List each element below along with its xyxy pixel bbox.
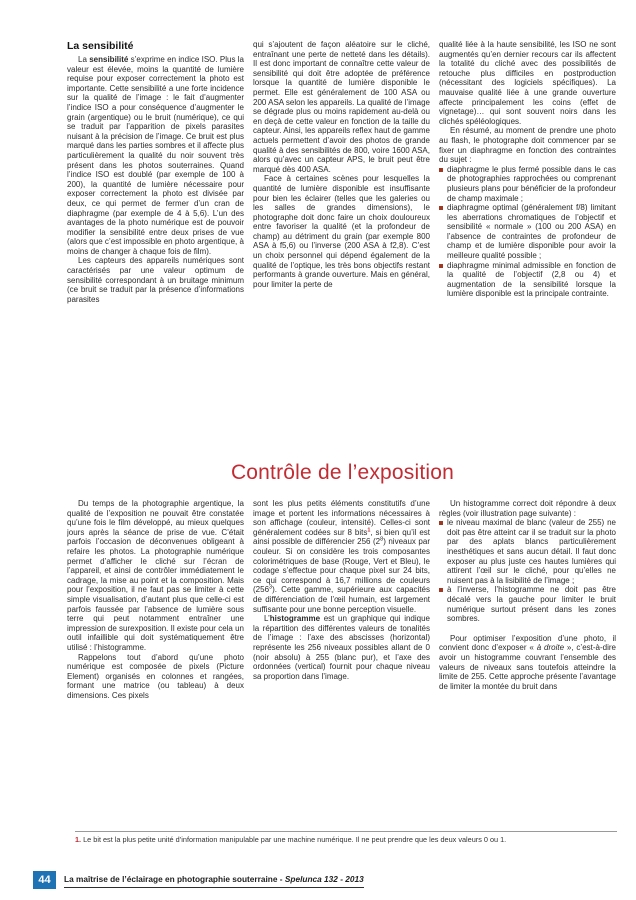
footnote-marker: 1. [75,835,82,844]
bullet-item [439,261,616,299]
bullet-item [439,518,616,585]
column-3-text [439,40,616,299]
section-controle-exposition [67,499,618,833]
paragraph: Les capteurs des appareils numériques sont caractérisés par une valeur optimum de sensibilité correspondant à un bruitage minimum (ce bruit se traduit par la présence d’informations parasites [67,256,244,304]
bullet-item [439,585,616,623]
bullet-square-icon [439,588,443,592]
footnote [75,831,617,845]
column-1 [67,499,244,833]
bullet-square-icon [439,206,443,210]
column-2-text [253,499,430,681]
column-2 [253,40,430,447]
bullet-item [439,165,616,203]
column-3 [439,499,616,833]
article-heading: Contrôle de l’exposition [230,461,455,484]
column-1-text [67,55,244,304]
footer-journal: Spelunca 132 - 2013 [284,874,364,884]
column-2 [253,499,430,833]
paragraph: En résumé, au moment de prendre une photo au flash, le photographe doit commencer par se fixer un diaphragme en fonction des contraintes du sujet : [439,126,616,165]
paragraph: sont les plus petits éléments constitutifs d’une image et portent les informations nécessaires à son affichage (couleur, intensité). Celles-ci sont généralement codées sur 8 bits$^1$, si bien qu’il est ainsi possible de différencier 256 $(2^8)$ niveaux par couleur. Si on considère les trois composantes colorimétriques de base (Rouge, Vert et Bleu), le codage s’effectue pour chaque pixel sur 24 bits, ce qui correspond à 16,7 millions de couleurs $(256^3)$. Cette gamme, supérieure aux capacités de différenciation de l’œil humain, est largement suffisante pour une bonne perception visuelle. [253,499,430,614]
bullet-text: diaphragme le plus fermé possible dans le cas de photographies rapprochées ou comprenant plusieurs plans pour bénéficier de la profondeur de champ maximale ; [447,164,616,203]
page-number-badge: 44 [33,871,56,889]
paragraph: Du temps de la photographie argentique, la qualité de l’exposition ne pouvait être constatée qu’une fois le film développé, au mieux quelques jours après la séance de prise de vue. C’était parfois l’occasion de déconvenues obligeant à refaire les photos. La photographie numérique permet d’afficher le cliché sur l’écran de l’appareil, et ainsi de contrôler immédiatement le cadrage, la mise au point et la composition. Mais pour l’exposition, il ne faut pas se limiter à cette simple visualisation, d’autant plus que celle-ci est parfois faussée par l’absence de lumière sous terre qui peut notamment entraîner une impression de surexposition. Il existe pour cela un outil infaillible qui doit systématiquement être utilisé : l’histogramme. [67,499,244,652]
bullet-text: le niveau maximal de blanc (valeur de 255) ne doit pas être atteint car il se traduit sur la photo par des aplats blancs particulièrement inesthétiques et sans aucun détail. Il faut donc exposer au plus juste ces hautes lumières qui attirent l’œil sur le cliché, pour qu’elles ne nuisent pas à la lisibilité de l’image ; [447,518,616,585]
page-content [67,40,618,833]
bullet-square-icon [439,521,443,525]
footer-title: La maîtrise de l’éclairage en photographie souterraine - [64,874,285,884]
bullet-text: diaphragme minimal admissible en fonction de la qualité de l’objectif (2,8 ou 4) et augmentation de la sensibilité lorsque la lumière disponible est la principale contrainte. [447,260,616,299]
column-2-text [253,40,430,289]
paragraph: qualité liée à la haute sensibilité, les ISO ne sont augmentés qu’en dernier recours car ils affectent la totalité du cliché avec des possibilités de retouche plus difficiles en postproduction (nécessitant des logiciels spécifiques). La mauvaise qualité liée à une grande ouverture affecte principalement les coins (effet de vignetage)… qui sont souvent noirs dans les clichés spéléologiques. [439,40,616,126]
footer-running-title [64,874,364,888]
bullet-square-icon [439,168,443,172]
paragraph: La sensibilité s’exprime en indice ISO. Plus la valeur est élevée, moins la quantité de lumière requise pour exposer correctement la photo est importante. Cette sensibilité a une forte incidence sur la qualité de l’image : le fait d’augmenter l’indice ISO a pour conséquence d’augmenter le grain (argentique) ou le bruit (numérique), ce qui se traduit par l’apparition de pixels parasites nuisant à la précision de l’image. Ce bruit est plus marqué dans les parties sombres et il affecte plus particulièrement la qualité du noir souvent très présent dans les photos souterraines. Quand l’indice ISO est doublé (par exemple de 100 à 200), la quantité de lumière nécessaire pour exposer correctement la photo est divisée par deux, ce qui permet de fermer d’un cran de diaphragme (par exemple de 4 à 5,6). L’un des avantages de la photo numérique est de pouvoir modifier la sensibilité entre deux prises de vue (alors que c’est impossible en photo argentique, à moins de changer à chaque fois de film). [67,55,244,256]
paragraph: L’histogramme est un graphique qui indique la répartition des différentes valeurs de tonalités de l’image : l’axe des abscisses (horizontal) représente les 256 niveaux possibles allant de 0 (noir absolu) à 255 (blanc pur), et l’axe des ordonnées (vertical) fournit pour chaque niveau sa proportion dans l’image. [253,614,430,681]
column-1 [67,40,244,447]
paragraph: Pour optimiser l’exposition d’une photo, il convient donc d’exposer « à droite », c’est-à-dire avoir un histogramme couvrant l’ensemble des valeurs de niveaux sans toutefois atteindre la limite de 255. Cette approche présente l’avantage de limiter la montée du bruit dans [439,633,616,691]
bullet-item [439,203,616,261]
bullet-square-icon [439,264,443,268]
paragraph: Face à certaines scènes pour lesquelles la quantité de lumière disponible est insuffisante pour bien les éclairer (telles que les galeries ou les salles de grandes dimensions), le photographe doit donc faire un choix douloureux entre favoriser la qualité (et la profondeur de champ) au détriment du grain (par exemple 800 ASA à f5,6) ou l’inverse (200 ASA à f2,8). C’est un choix personnel qui dépend également de la qualité de l’optique, les très bons objectifs restant performants à grande ouverture. Mais en général, pour limiter la perte de [253,174,430,289]
page-footer [33,871,364,889]
section-title: La sensibilité [67,40,134,52]
column-1-text [67,499,244,700]
column-3-text [439,499,616,691]
bullet-text: à l’inverse, l’histogramme ne doit pas être décalé vers la gauche pour limiter le bruit numérique surtout présent dans les zones sombres. [447,585,616,624]
footnote-text: Le bit est la plus petite unité d’information manipulable par une machine numérique. Il ne peut prendre que les deux valeurs 0 ou 1. [81,835,507,844]
paragraph: Rappelons tout d’abord qu’une photo numérique est composée de pixels (Picture Element) organisés en colonnes et rangées, formant une matrice (ou tableau) à deux dimensions. Ces pixels [67,652,244,700]
bullet-text: diaphragme optimal (généralement f/8) limitant les aberrations chromatiques de l’objectif et sensibilité « normale » (100 ou 200 ASA) en l’absence de contraintes de profondeur de champ et de lumière disponible pour avoir la meilleure qualité possible ; [447,203,616,261]
paragraph: qui s’ajoutent de façon aléatoire sur le cliché, entraînant une perte de netteté dans les détails). Il est donc important de connaître cette valeur de sensibilité qui doit être adoptée de préférence lorsque la quantité de lumière disponible le permet. Elle est généralement de 100 ASA ou 200 ASA selon les appareils. La qualité de l’image se dégrade plus ou moins rapidement au-delà ou en deçà de cette valeur en fonction de la taille du capteur. Ainsi, les appareils reflex haut de gamme actuels permettent d’avoir des photos de grande qualité à des sensibilités de 800, voire 1600 ASA, alors qu’avec un capteur APS, le bruit peut être marqué dès 400 ASA. [253,40,430,174]
column-3 [439,40,616,447]
paragraph: Un histogramme correct doit répondre à deux règles (voir illustration page suivante) : [439,499,616,518]
section-sensibilite [67,40,618,447]
